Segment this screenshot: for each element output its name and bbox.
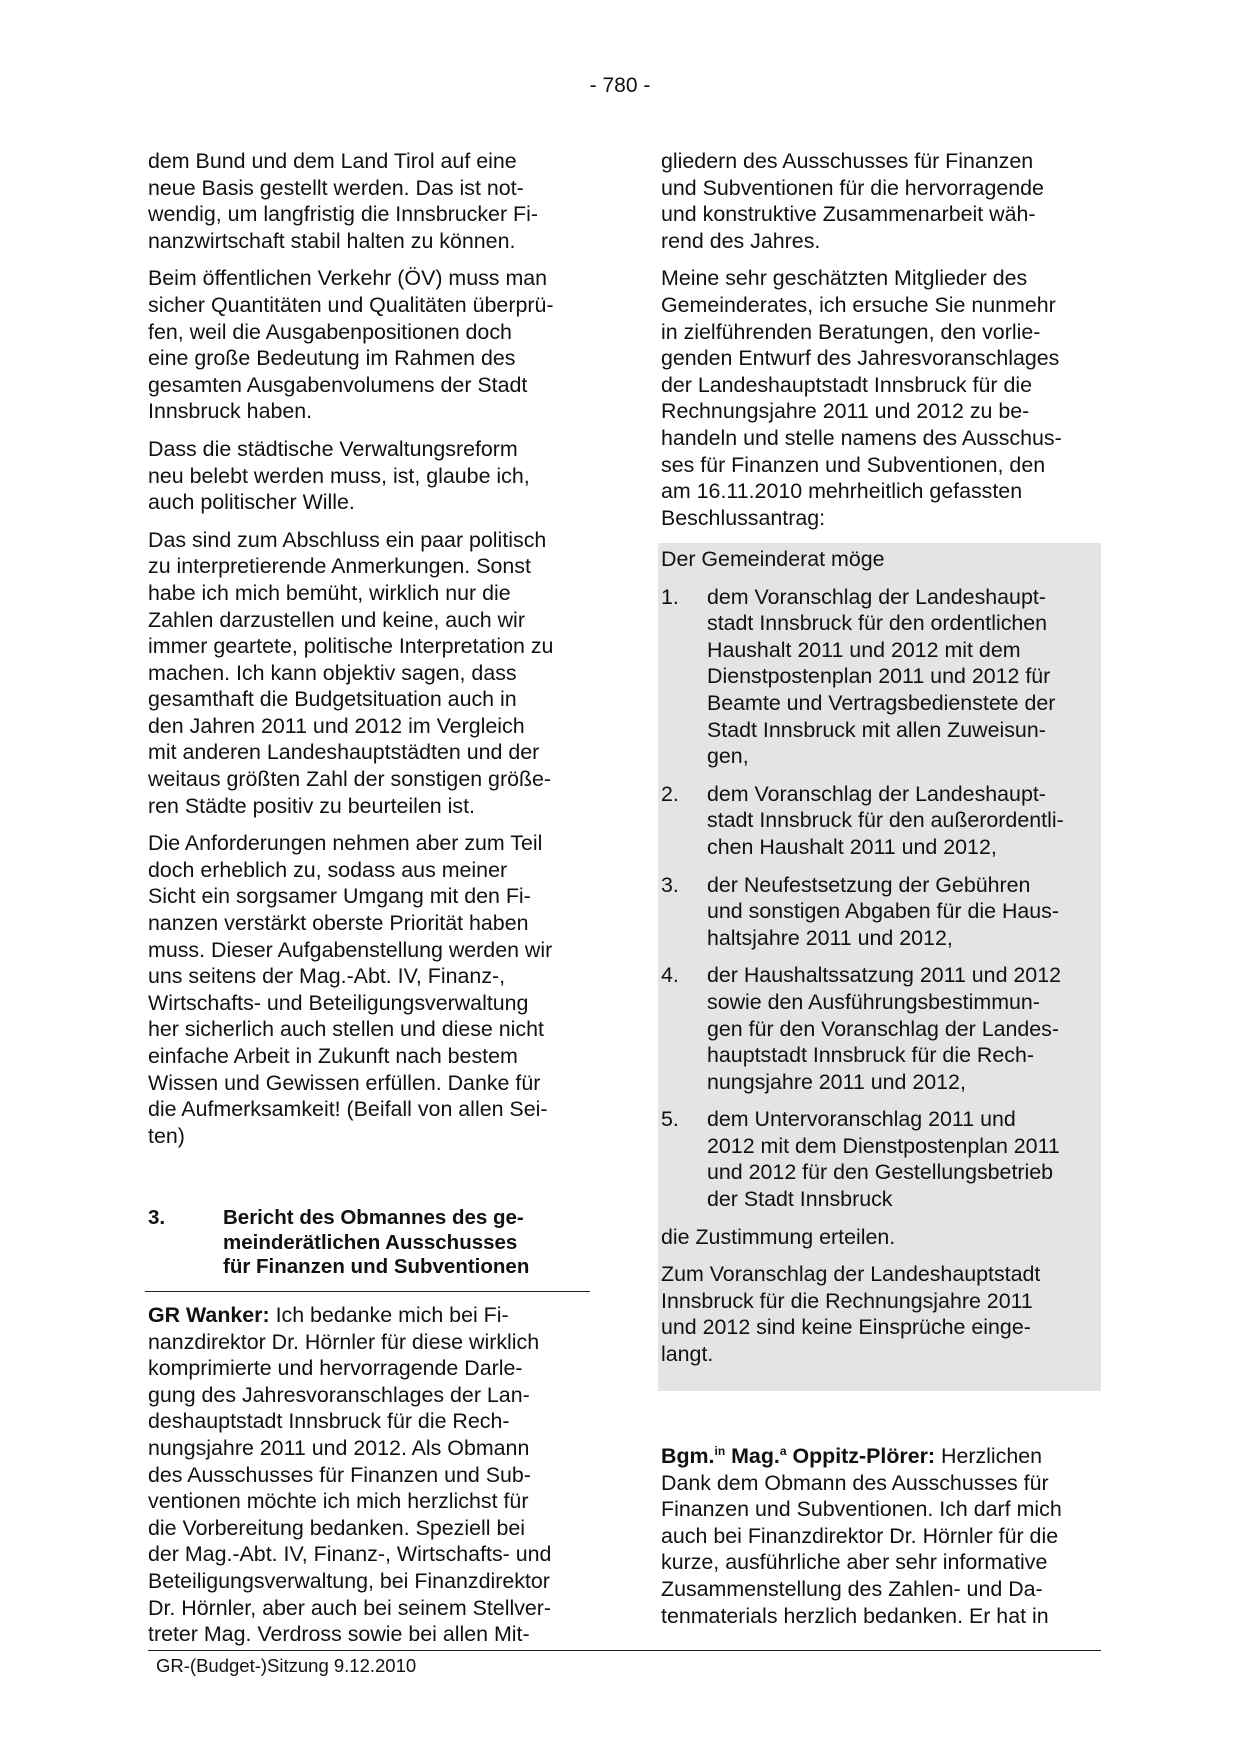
section-heading bbox=[148, 1206, 588, 1280]
paragraph: Beim öffentlichen Verkehr (ÖV) muss man sicher Quantitäten und Qualitäten überprü- fen, weil die Ausgabenpositionen doch eine große Bedeutung im Rahmen des gesamten Ausgabenvolumens der Stadt Innsbruck haben. bbox=[148, 266, 554, 424]
motion-item-number: 2. bbox=[661, 781, 679, 806]
motion-item: 2. dem Voranschlag der Landeshaupt- stadt Innsbruck für den außerordentli- chen Haushalt 2011 und 2012, bbox=[661, 781, 1064, 859]
paragraph: gliedern des Ausschusses für Finanzen und Subventionen für die hervorragende und konstruktive Zusammenarbeit wäh- rend des Jahres. bbox=[661, 149, 1044, 253]
speaker-name: Bgm.$^{in}$ Mag.$^a$ Oppitz-Plörer: bbox=[661, 1444, 936, 1468]
right-column bbox=[661, 148, 1101, 542]
paragraph: Das sind zum Abschluss ein paar politisch zu interpretierende Anmerkungen. Sonst habe ich mich bemüht, wirklich nur die Zahlen darzustellen und keine, auch wir immer geartete, politische Interpretation zu machen. Ich kann objektiv sagen, dass gesamthaft die Budgetsituation auch in den Jahren 2011 und 2012 im Vergleich mit anderen Landeshauptstädten und der weitaus größten Zahl der sonstigen größe- ren Städte positiv zu beurteilen ist. bbox=[148, 527, 554, 818]
motion-closing: die Zustimmung erteilen. bbox=[661, 1224, 896, 1249]
section-divider bbox=[145, 1291, 590, 1292]
motion-text bbox=[661, 546, 1101, 1379]
section-number: 3. bbox=[148, 1206, 166, 1229]
motion-item: 3. der Neufestsetzung der Gebühren und sonstigen Abgaben für die Haus- haltsjahre 2011 und 2012, bbox=[661, 872, 1060, 950]
section-title: Bericht des Obmannes des ge- meinderätlichen Ausschusses für Finanzen und Subventionen bbox=[223, 1206, 530, 1278]
page-number: - 780 - bbox=[589, 74, 651, 97]
motion-item: 5. dem Untervoranschlag 2011 und 2012 mit dem Dienstpostenplan 2011 und 2012 für den Gestellungsbetrieb der Stadt Innsbruck bbox=[661, 1107, 1060, 1212]
footer-text: GR-(Budget-)Sitzung 9.12.2010 bbox=[156, 1655, 417, 1676]
speech-wanker: GR Wanker: Ich bedanke mich bei Fi- nanzdirektor Dr. Hörnler für diese wirklich komprimierte und hervorragende Darle- gung des Jahresvoranschlages der Lan- deshauptstadt Innsbruck für die Rech- nungsjahre 2011 und 2012. Als Obmann des Ausschusses für Finanzen und Sub- ventionen möchte ich mich herzlichst für die Vorbereitung bedanken. Speziell bei der Mag.-Abt. IV, Finanz-, Wirtschafts- und Beteiligungsverwaltung, bei Finanzdirektor Dr. Hörnler, aber auch bei seinem Stellver- treter Mag. Verdross sowie bei allen Mit- bbox=[148, 1303, 552, 1647]
paragraph: dem Bund und dem Land Tirol auf eine neue Basis gestellt werden. Das ist not- wendig, um langfristig die Innsbrucker Fi- nanzwirtschaft stabil halten zu können. bbox=[148, 149, 538, 253]
motion-item-number: 3. bbox=[661, 872, 679, 897]
footer-divider bbox=[148, 1650, 1101, 1651]
paragraph: Meine sehr geschätzten Mitglieder des Gemeinderates, ich ersuche Sie nunmehr in zielführenden Beratungen, den vorlie- genden Entwurf des Jahresvoranschlages der Landeshauptstadt Innsbruck für die Rechnungsjahre 2011 und 2012 zu be- handeln und stelle namens des Ausschus- ses für Finanzen und Subventionen, den am 16.11.2010 mehrheitlich gefassten Beschlussantrag: bbox=[661, 266, 1062, 530]
motion-item-number: 1. bbox=[661, 584, 679, 609]
speech-mayor: Bgm.$^{in}$ Mag.$^a$ Oppitz-Plörer: Herzlichen Dank dem Obmann des Ausschusses für Finanzen und Subventionen. Ich darf mich auch bei Finanzdirektor Dr. Hörnler für die kurze, ausführliche aber sehr informative Zusammenstellung des Zahlen- und Da- tenmaterials herzlich bedanken. Er hat in bbox=[661, 1444, 1062, 1628]
left-column bbox=[148, 148, 588, 1160]
motion-note: Zum Voranschlag der Landeshauptstadt Innsbruck für die Rechnungsjahre 2011 und 2012 sind keine Einsprüche einge- langt. bbox=[661, 1262, 1041, 1367]
motion-item: 4. der Haushaltssatzung 2011 und 2012 sowie den Ausführungsbestimmun- gen für den Voranschlag der Landes- hauptstadt Innsbruck für die Rech- nungsjahre 2011 und 2012, bbox=[661, 963, 1061, 1094]
motion-item-number: 4. bbox=[661, 963, 679, 988]
speaker-name: GR Wanker: bbox=[148, 1303, 270, 1327]
paragraph: Dass die städtische Verwaltungsreform neu belebt werden muss, ist, glaube ich, auch politischer Wille. bbox=[148, 436, 530, 515]
motion-item-number: 5. bbox=[661, 1107, 679, 1132]
motion-item: 1. dem Voranschlag der Landeshaupt- stadt Innsbruck für den ordentlichen Haushalt 2011 und 2012 mit dem Dienstpostenplan 2011 und 2012 für Beamte und Vertragsbedienstete der Stadt Innsbruck mit allen Zuweisun- gen, bbox=[661, 584, 1056, 769]
motion-intro: Der Gemeinderat möge bbox=[661, 547, 885, 571]
paragraph: Die Anforderungen nehmen aber zum Teil doch erheblich zu, sodass aus meiner Sicht ein sorgsamer Umgang mit den Fi- nanzen verstärkt oberste Priorität haben muss. Dieser Aufgabenstellung werden wir uns seitens der Mag.-Abt. IV, Finanz-, Wirtschafts- und Beteiligungsverwaltung her sicherlich auch stellen und diese nicht einfache Arbeit in Zukunft nach bestem Wissen und Gewissen erfüllen. Danke für die Aufmerksamkeit! (Beifall von allen Sei- ten) bbox=[148, 831, 553, 1148]
